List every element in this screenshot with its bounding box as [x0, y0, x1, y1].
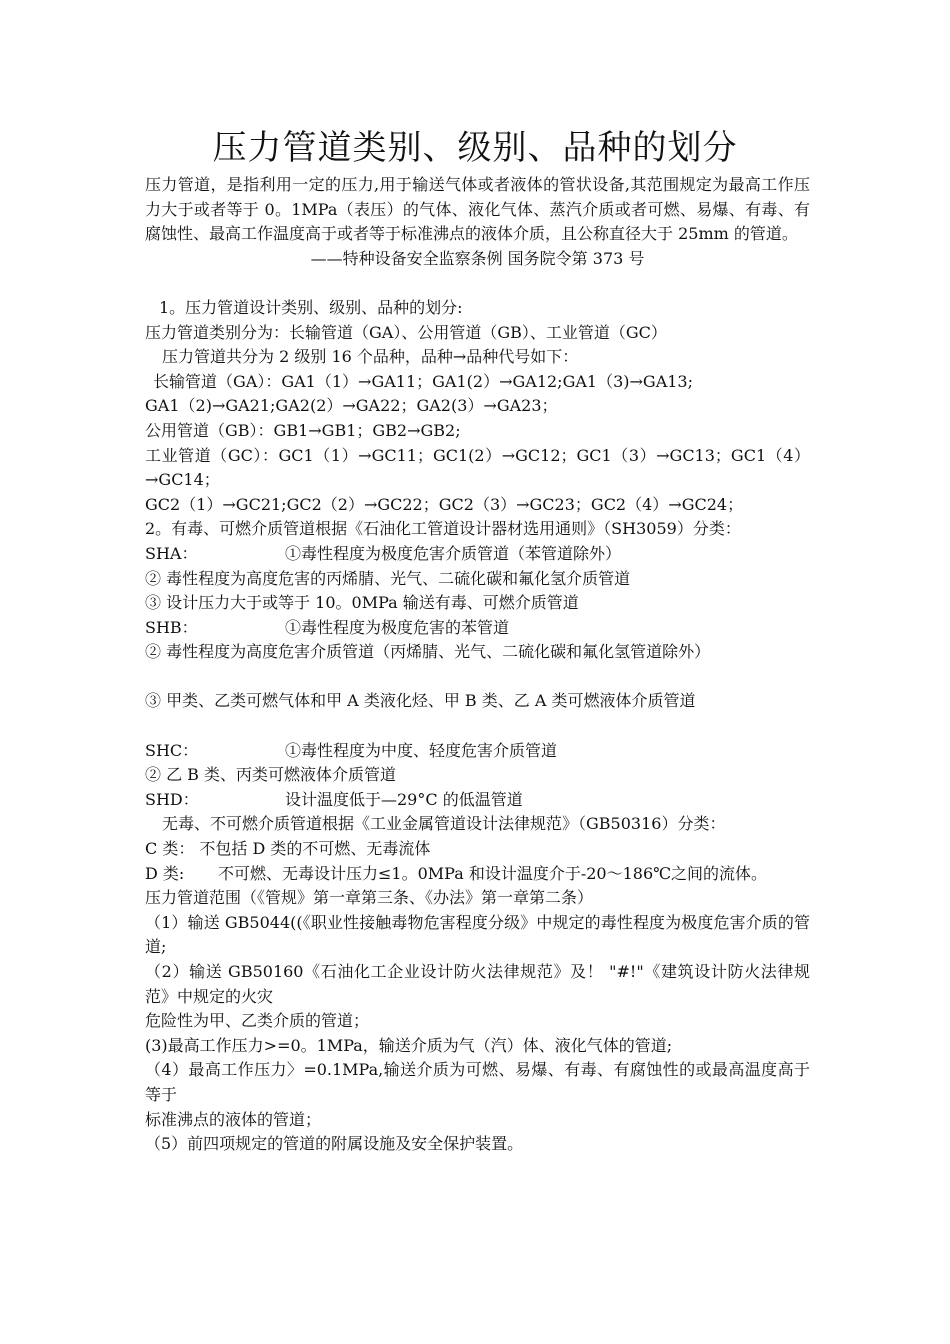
- sha-item-2: ② 毒性程度为高度危害的丙烯腈、光气、二硫化碳和氟化氢介质管道: [145, 568, 631, 588]
- gb-line: 公用管道（GB）：GB1→GB1；GB2→GB2;: [145, 420, 461, 440]
- nontoxic-heading: 无毒、不可燃介质管道根据《工业金属管道设计法律规范》（GB50316）分类：: [162, 814, 726, 834]
- section-1-heading: 1。压力管道设计类别、级别、品种的划分:: [159, 297, 463, 317]
- shc-item-2: ② 乙 B 类、丙类可燃液体介质管道: [145, 765, 397, 785]
- scope-item-4-continued: 标准沸点的液体的管道；: [145, 1109, 322, 1129]
- sha-item-1: ①毒性程度为极度危害介质管道（苯管道除外）: [285, 543, 622, 563]
- shc-label: SHC：: [145, 740, 199, 760]
- ga-line-1: 长输管道（GA）：GA1（1）→GA11；GA1(2）→GA12;GA1（3)→GA13;: [153, 371, 693, 391]
- document-title: 压力管道类别、级别、品种的划分: [212, 128, 738, 168]
- shb-item-2: ② 毒性程度为高度危害介质管道（丙烯腈、光气、二硫化碳和氟化氢管道除外）: [145, 642, 711, 662]
- shb-row: [145, 616, 810, 641]
- spacer: [145, 665, 810, 690]
- intro-paragraph: 压力管道，是指利用一定的压力,用于输送气体或者液体的管状设备,其范围规定为最高工作压力大于或者等于 0。1MPa（表压）的气体、液化气体、蒸汽介质或者可燃、易爆、有毒、有腐蚀性、最高工作温度高于或者等于标准沸点的液体介质，且公称直径大于 25mm 的管道。: [145, 175, 810, 244]
- shb-label: SHB：: [145, 617, 198, 637]
- shd-row: [145, 788, 810, 813]
- shd-label: SHD：: [145, 789, 199, 809]
- sha-item-3: ③ 设计压力大于或等于 10。0MPa 输送有毒、可燃介质管道: [145, 593, 579, 613]
- ga-line-2: GA1（2)→GA21;GA2(2）→GA22；GA2(3）→GA23；: [145, 396, 558, 416]
- c-class-line: C 类： 不包括 D 类的不可燃、无毒流体: [145, 839, 431, 859]
- scope-item-2: （2）输送 GB50160《石油化工企业设计防火法律规范》及！ "#!"《建筑设计防火法律规范》中规定的火灾: [145, 962, 810, 1006]
- shb-item-3: ③ 甲类、乙类可燃气体和甲 A 类液化烃、甲 B 类、乙 A 类可燃液体介质管道: [145, 691, 696, 711]
- spacer: [145, 271, 810, 296]
- shc-item-1: ①毒性程度为中度、轻度危害介质管道: [285, 740, 558, 760]
- d-class-text: 不可燃、无毒设计压力≤1。0MPa 和设计温度介于-20～186℃之间的流体。: [218, 863, 768, 883]
- shc-row: [145, 739, 810, 764]
- sha-label: SHA：: [145, 543, 198, 563]
- category-line: 压力管道类别分为：长输管道（GA）、公用管道（GB）、工业管道（GC）: [145, 322, 667, 342]
- scope-item-1: （1）输送 GB5044((《职业性接触毒物危害程度分级》中规定的毒性程度为极度危害介质的管道;: [145, 912, 810, 957]
- sha-row: [145, 542, 810, 567]
- scope-item-5: （5）前四项规定的管道的附属设施及安全保护装置。: [145, 1134, 524, 1154]
- source-citation: ——特种设备安全监察条例 国务院令第 373 号: [310, 248, 645, 268]
- scope-item-2-continued: 危险性为甲、乙类介质的管道；: [145, 1011, 370, 1031]
- d-class-row: [145, 862, 810, 887]
- document-body: [145, 173, 810, 1157]
- shb-item-1: ①毒性程度为极度危害的苯管道: [285, 617, 510, 637]
- gc-line-2: GC2（1）→GC21;GC2（2）→GC22；GC2（3）→GC23；GC2（4）→GC24；: [145, 494, 744, 514]
- scope-item-4: （4）最高工作压力〉=0.1MPa,输送介质为可燃、易爆、有毒、有腐蚀性的或最高温度高于等于: [145, 1060, 810, 1104]
- scope-item-3: (3)最高工作压力>=0。1MPa，输送介质为气（汽）体、液化气体的管道;: [145, 1035, 673, 1055]
- spacer: [145, 714, 810, 739]
- scope-heading: 压力管道范围（《管规》第一章第三条、《办法》第一章第二条）: [145, 888, 594, 908]
- d-class-label: D 类:: [145, 863, 185, 883]
- grade-line: 压力管道共分为 2 级别 16 个品种，品种→品种代号如下：: [162, 347, 579, 367]
- gc-line-1: 工业管道（GC）：GC1（1）→GC11；GC1(2）→GC12；GC1（3）→GC13；GC1（4）→GC14；: [145, 445, 810, 490]
- section-2-heading: 2。有毒、可燃介质管道根据《石油化工管道设计器材选用通则》（SH3059）分类：: [145, 519, 741, 539]
- shd-item-1: 设计温度低于—29°C 的低温管道: [285, 789, 523, 809]
